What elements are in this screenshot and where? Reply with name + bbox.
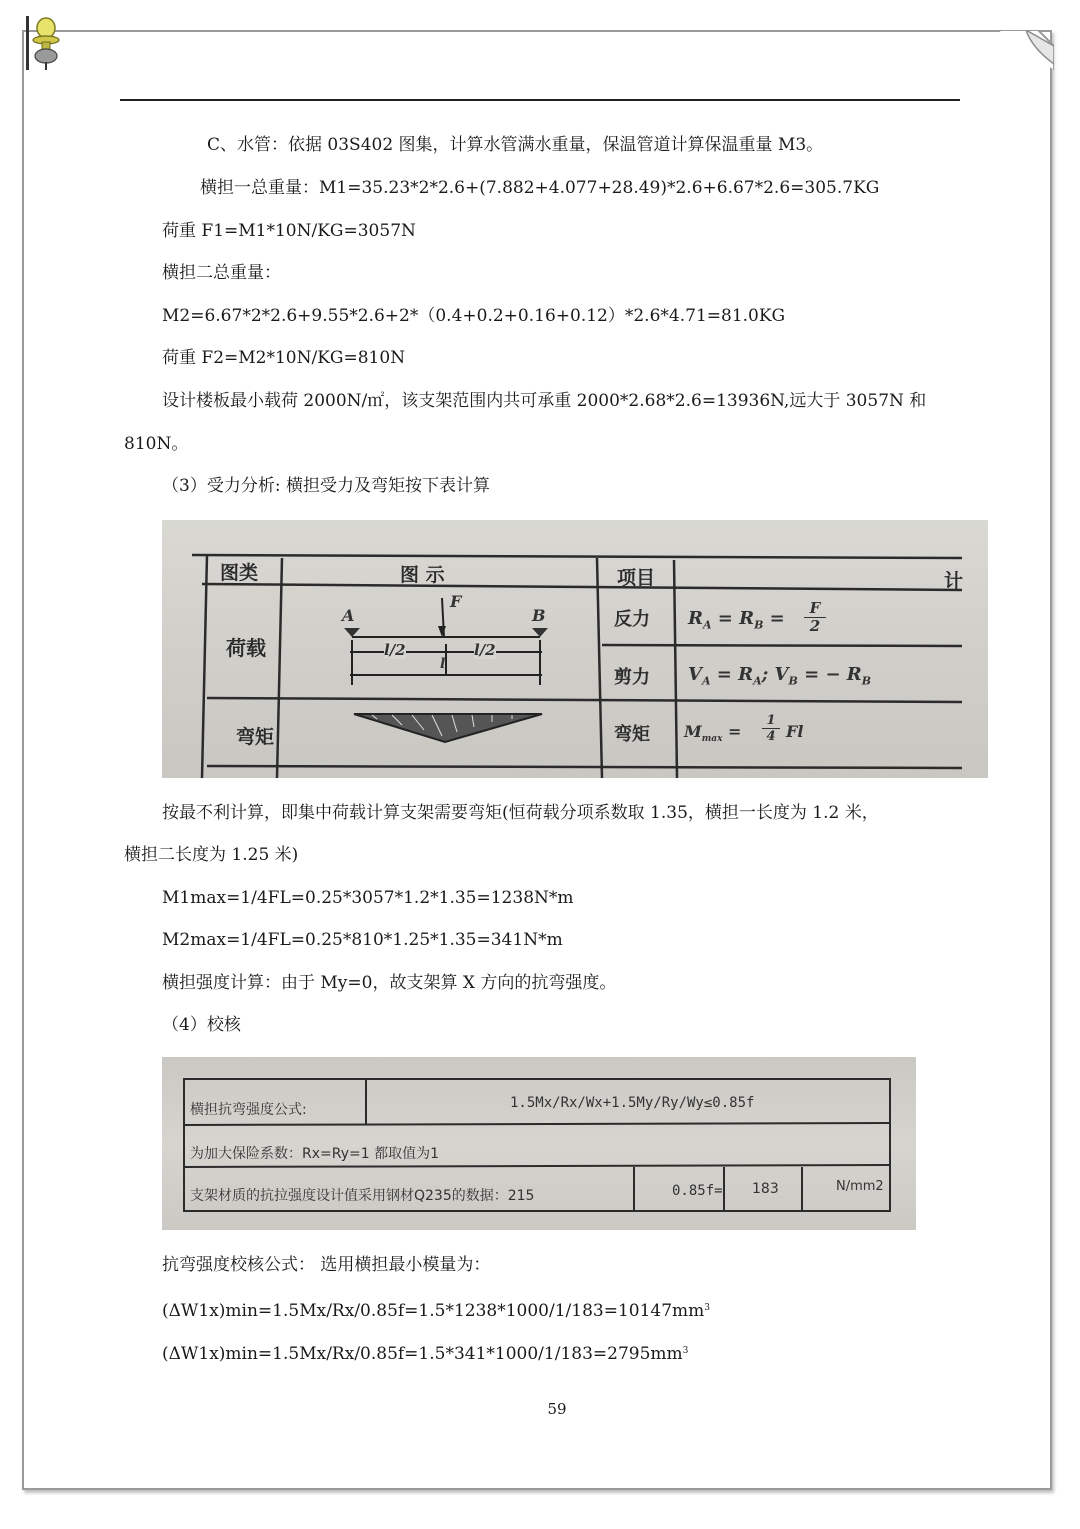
table-header-calc: 计 xyxy=(944,570,964,592)
floor-load-line: 设计楼板最小载荷 2000N/㎡，该支架范围内共可承重 2000*2.68*2.6=13936N,远大于 3057N 和 xyxy=(162,391,927,411)
half-span-right: l/2 xyxy=(474,641,496,659)
formula-value: 1.5Mx/Rx/Wx+1.5My/Ry/Wy≤0.85f xyxy=(510,1095,755,1111)
header-rule xyxy=(120,99,960,101)
row-label-moment: 弯矩 xyxy=(236,726,275,748)
beam-formula-table-photo xyxy=(162,520,988,778)
factored-strength-label: 0.85f= xyxy=(672,1183,723,1199)
span-label: l xyxy=(440,656,446,672)
strength-calc-line: 横担强度计算：由于 My=0，故支架算 X 方向的抗弯强度。 xyxy=(162,973,617,993)
reaction-formula: $R_A = R_B$ = xyxy=(688,608,785,632)
formula-label: 横担抗弯强度公式: xyxy=(190,1102,307,1118)
w1x-min-line2: $(\Delta W1x)\min=1.5Mx/Rx/0.85f=1.5*341*1000/1/183=2795mm^3$ xyxy=(162,1344,689,1364)
half-span-left: l/2 xyxy=(384,641,406,659)
load-f1-line: 荷重 F1=M1*10N/KG=3057N xyxy=(162,221,416,241)
steel-strength-label: 支架材质的抗拉强度设计值采用钢材Q235的数据：215 xyxy=(190,1188,535,1204)
beam-table-lines xyxy=(162,520,988,778)
m2max-line: M2max=1/4FL=0.25*810*1.25*1.35=341N*m xyxy=(162,930,563,950)
reaction-fraction: F 2 xyxy=(804,600,826,635)
moment-diagram xyxy=(354,714,542,742)
check-formula-heading: 抗弯强度校核公式： 选用横担最小模量为： xyxy=(162,1255,491,1275)
page-number: 59 xyxy=(547,1400,567,1418)
w1x-min-line1: $(\Delta W1x)\min=1.5Mx/Rx/0.85f=1.5*1238*1000/1/183=10147mm^3$ xyxy=(162,1301,711,1321)
strength-unit: N/mm2 xyxy=(836,1179,884,1194)
m1max-line: M1max=1/4FL=0.25*3057*1.2*1.35=1238N*m xyxy=(162,888,574,908)
floor-load-line-cont: 810N。 xyxy=(124,434,189,454)
crossarm1-weight-line: 横担一总重量：M1=35.23*2*2.6+(7.882+4.077+28.49)*2.6+6.67*2.6=305.7KG xyxy=(200,178,880,198)
force-analysis-heading: （3）受力分析: 横担受力及弯矩按下表计算 xyxy=(162,476,490,496)
item-shear: 剪力 xyxy=(614,667,650,688)
moment-formula: $M_{max}$ = xyxy=(684,722,742,745)
water-pipe-line: C、水管：依据 03S402 图集，计算水管满水重量，保温管道计算保温重量 M3。 xyxy=(207,135,824,155)
moment-fl: Fl xyxy=(786,722,804,741)
table-header-item: 项目 xyxy=(617,567,656,589)
worst-case-line: 按最不利计算，即集中荷载计算支架需要弯矩(恒荷载分项系数取 1.35，横担一长度为 1.2 米， xyxy=(162,803,879,823)
support-b-label: B xyxy=(532,606,546,625)
load-f2-line: 荷重 F2=M2*10N/KG=810N xyxy=(162,348,406,368)
worst-case-line-cont: 横担二长度为 1.25 米) xyxy=(124,845,299,865)
crossarm2-weight-label: 横担二总重量： xyxy=(162,263,281,283)
table-header-diagram: 图 示 xyxy=(400,564,445,586)
page-curl-icon xyxy=(998,30,1054,70)
item-reaction: 反力 xyxy=(614,609,650,630)
safety-factor-label: 为加大保险系数：Rx=Ry=1 都取值为1 xyxy=(190,1146,439,1162)
shear-formula: $V_A = R_A$; $V_B$ = − $R_B$ xyxy=(688,664,872,688)
factored-strength-value: 183 xyxy=(752,1181,779,1197)
crossarm2-weight-line: M2=6.67*2*2.6+9.55*2.6+2*（0.4+0.2+0.16+0.12）*2.6*4.71=81.0KG xyxy=(162,306,786,326)
support-a-label: A xyxy=(342,606,355,625)
strength-check-table-photo xyxy=(162,1057,916,1230)
row-label-load: 荷载 xyxy=(226,636,266,660)
force-f-label: F xyxy=(450,592,462,611)
moment-fraction: 1 4 xyxy=(762,713,780,744)
pushpin-icon xyxy=(24,14,68,72)
check-heading: （4）校核 xyxy=(162,1015,241,1035)
table-header-type: 图类 xyxy=(220,562,259,584)
item-moment: 弯矩 xyxy=(614,724,650,745)
